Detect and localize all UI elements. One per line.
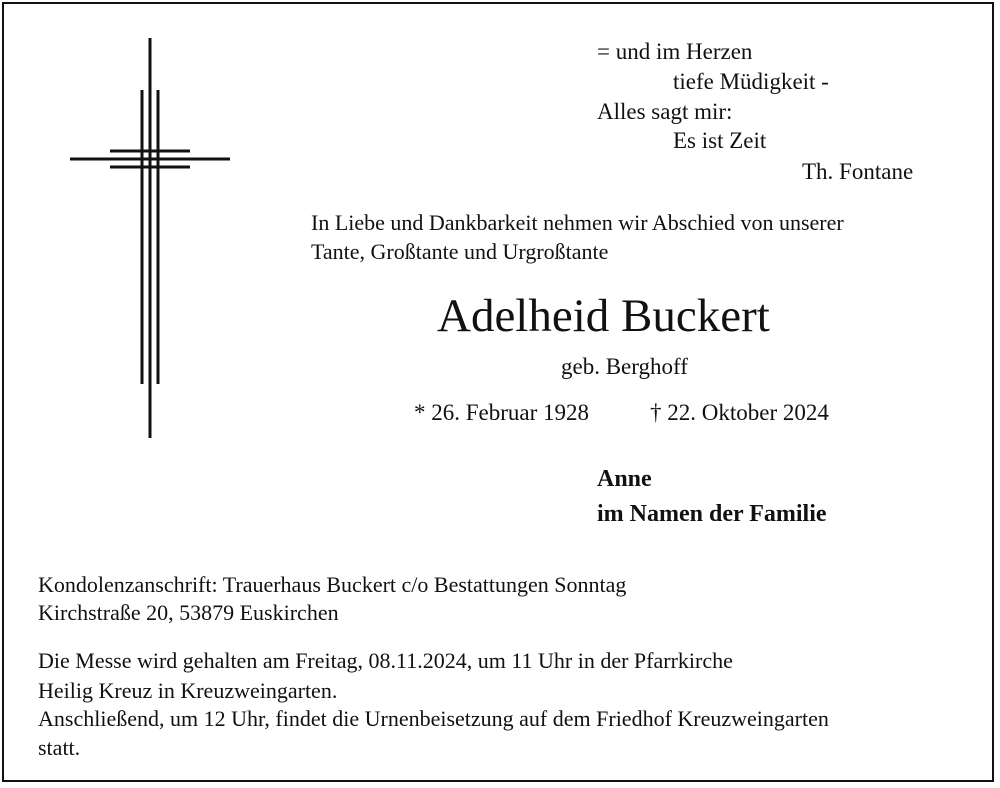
poem-line: Alles sagt mir:	[597, 99, 733, 124]
service-info: Heilig Kreuz in Kreuzweingarten.	[38, 678, 338, 703]
intro-line: In Liebe und Dankbarkeit nehmen wir Abschied von unserer	[311, 210, 844, 235]
birth-date: * 26. Februar 1928	[414, 400, 590, 425]
birth-name: geb. Berghoff	[561, 354, 688, 379]
poem-line: Es ist Zeit	[673, 128, 767, 153]
condolence-address: Kirchstraße 20, 53879 Euskirchen	[38, 600, 339, 625]
poem-line: tiefe Müdigkeit -	[673, 69, 829, 94]
cross-icon	[70, 38, 232, 442]
signature-family: im Namen der Familie	[597, 501, 827, 527]
deceased-name: Adelheid Buckert	[437, 290, 770, 342]
poem-line: = und im Herzen	[597, 39, 753, 64]
signature-name: Anne	[597, 466, 652, 492]
service-info: Die Messe wird gehalten am Freitag, 08.11.2024, um 11 Uhr in der Pfarrkirche	[38, 648, 733, 673]
intro-line: Tante, Großtante und Urgroßtante	[311, 239, 609, 264]
condolence-address: Kondolenzanschrift: Trauerhaus Buckert c/o Bestattungen Sonntag	[38, 572, 627, 597]
service-info: Anschließend, um 12 Uhr, findet die Urnenbeisetzung auf dem Friedhof Kreuzweingarten	[38, 706, 829, 731]
poem-author: Th. Fontane	[802, 159, 914, 184]
death-date: † 22. Oktober 2024	[650, 400, 829, 425]
service-info: statt.	[38, 735, 81, 760]
